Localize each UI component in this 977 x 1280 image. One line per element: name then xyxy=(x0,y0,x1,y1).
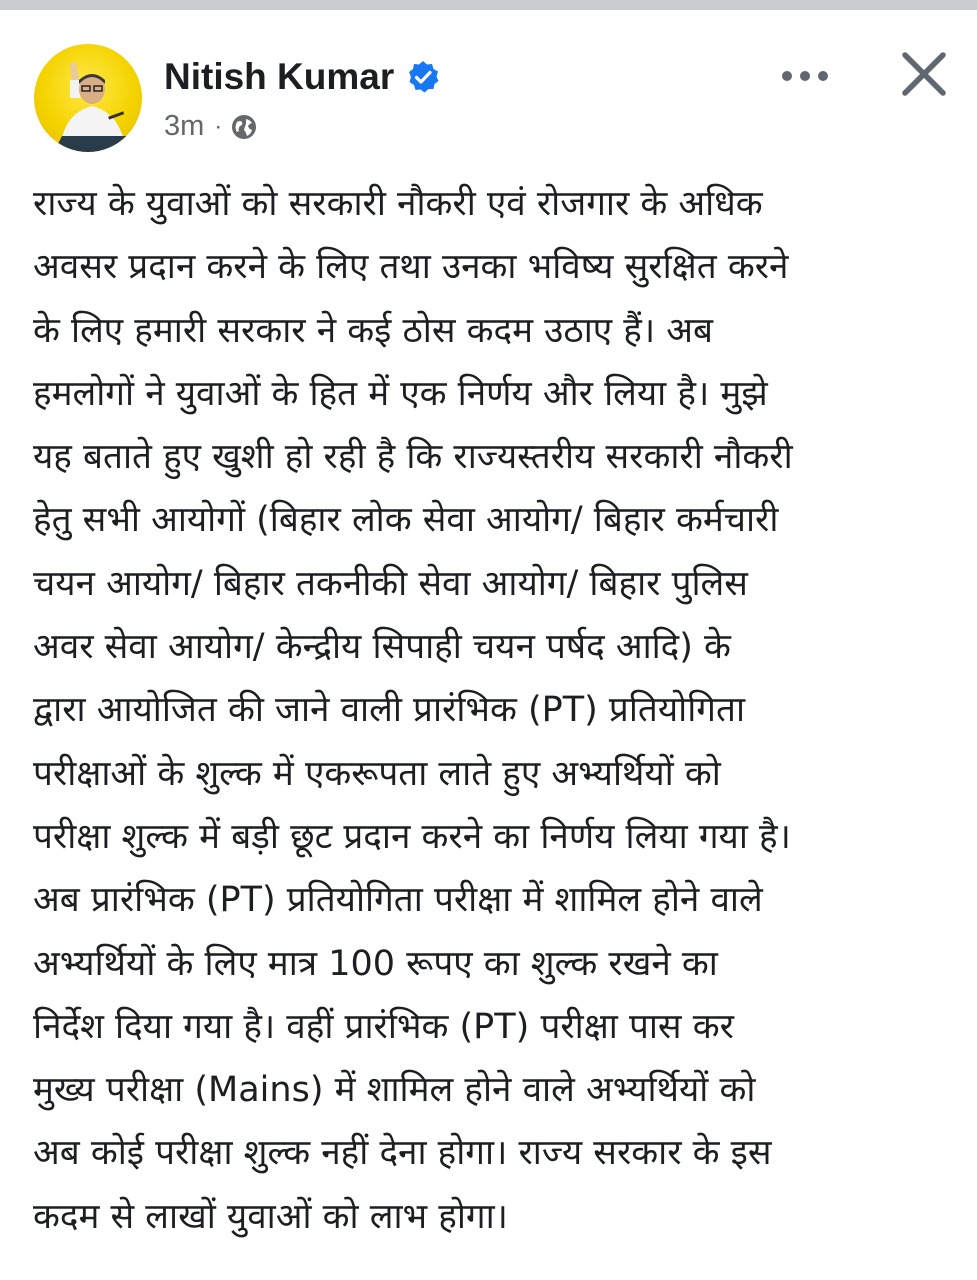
close-icon xyxy=(899,49,949,99)
post-meta xyxy=(164,110,258,143)
post-text-line: अवर सेवा आयोग/ केन्द्रीय सिपाही चयन पर्षद आदि) के xyxy=(33,627,731,668)
meta-separator: · xyxy=(214,112,223,140)
post-header xyxy=(0,10,977,150)
post-text-line: के लिए हमारी सरकार ने कई ठोस कदम उठाए हैं। अब xyxy=(33,310,713,351)
post-text-line: मुख्य परीक्षा (Mains) में शामिल होने वाले अभ्यर्थियों को xyxy=(33,1070,756,1111)
post-text-line: यह बताते हुए खुशी हो रही है कि राज्यस्तरीय सरकारी नौकरी xyxy=(33,437,793,478)
post-text xyxy=(33,173,948,1249)
more-options-button[interactable] xyxy=(770,54,840,98)
more-options-icon xyxy=(777,69,833,83)
post-text-line: निर्देश दिया गया है। वहीं प्रारंभिक (PT) परीक्षा पास कर xyxy=(33,1006,734,1047)
post-text-line: अभ्यर्थियों के लिए मात्र 100 रूपए का शुल्क रखने का xyxy=(33,943,718,984)
post-text-line: अब कोई परीक्षा शुल्क नहीं देना होगा। राज्य सरकार के इस xyxy=(33,1133,772,1174)
post-text-line: परीक्षाओं के शुल्क में एकरूपता लाते हुए अभ्यर्थियों को xyxy=(33,753,721,794)
author-name-row[interactable] xyxy=(164,56,440,98)
post-time[interactable]: 3m xyxy=(164,110,205,142)
post-text-line: हेतु सभी आयोगों (बिहार लोक सेवा आयोग/ बिहार कर्मचारी xyxy=(33,500,779,541)
avatar[interactable] xyxy=(34,44,142,152)
post-text-line: राज्य के युवाओं को सरकारी नौकरी एवं रोजगार के अधिक xyxy=(33,184,763,224)
author-name[interactable]: Nitish Kumar xyxy=(164,56,395,97)
globe-icon[interactable] xyxy=(230,113,258,141)
verified-badge-icon xyxy=(406,60,440,94)
post-text-line: कदम से लाखों युवाओं को लाभ होगा। xyxy=(33,1196,508,1237)
post-text-line: चयन आयोग/ बिहार तकनीकी सेवा आयोग/ बिहार पुलिस xyxy=(33,563,748,604)
post-text-line: द्वारा आयोजित की जाने वाली प्रारंभिक (PT) प्रतियोगिता xyxy=(33,690,746,731)
post-text-line: परीक्षा शुल्क में बड़ी छूट प्रदान करने का निर्णय लिया गया है। xyxy=(33,816,791,857)
post-text-line: हमलोगों ने युवाओं के हित में एक निर्णय और लिया है। मुझे xyxy=(33,373,768,414)
top-divider-strip xyxy=(0,0,977,10)
close-button[interactable] xyxy=(892,42,956,106)
avatar-portrait-icon xyxy=(34,44,142,152)
post-text-line: अवसर प्रदान करने के लिए तथा उनका भविष्य सुरक्षित करने xyxy=(33,247,789,288)
post-text-line: अब प्रारंभिक (PT) प्रतियोगिता परीक्षा में शामिल होने वाले xyxy=(33,880,763,921)
